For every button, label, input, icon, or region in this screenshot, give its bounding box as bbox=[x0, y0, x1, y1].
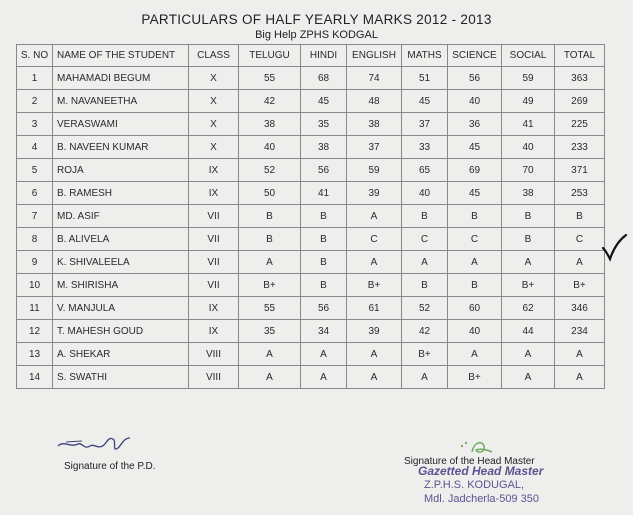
cell-total: 363 bbox=[555, 67, 605, 90]
cell-hindi: 35 bbox=[301, 113, 347, 136]
cell-social: 62 bbox=[502, 297, 555, 320]
cell-hindi: B bbox=[301, 251, 347, 274]
cell-maths: 45 bbox=[402, 90, 448, 113]
table-row bbox=[17, 297, 605, 320]
table-row bbox=[17, 343, 605, 366]
cell-maths: B bbox=[402, 205, 448, 228]
cell-english: A bbox=[347, 343, 402, 366]
cell-english: 74 bbox=[347, 67, 402, 90]
school-name: Big Help ZPHS KODGAL bbox=[255, 29, 378, 41]
cell-class: IX bbox=[189, 320, 239, 343]
cell-name: MD. ASIF bbox=[53, 205, 189, 228]
cell-social: 44 bbox=[502, 320, 555, 343]
cell-english: 48 bbox=[347, 90, 402, 113]
cell-name: S. SWATHI bbox=[53, 366, 189, 389]
cell-science: B bbox=[448, 274, 502, 297]
col-header-science: SCIENCE bbox=[448, 45, 502, 67]
cell-class: VIII bbox=[189, 366, 239, 389]
cell-science: 40 bbox=[448, 90, 502, 113]
table-row bbox=[17, 113, 605, 136]
cell-total: 234 bbox=[555, 320, 605, 343]
cell-telugu: 55 bbox=[239, 297, 301, 320]
cell-sno: 14 bbox=[17, 366, 53, 389]
cell-sno: 3 bbox=[17, 113, 53, 136]
cell-name: A. SHEKAR bbox=[53, 343, 189, 366]
cell-total: 253 bbox=[555, 182, 605, 205]
cell-hindi: A bbox=[301, 366, 347, 389]
col-header-telugu: TELUGU bbox=[239, 45, 301, 67]
cell-class: X bbox=[189, 136, 239, 159]
cell-science: A bbox=[448, 251, 502, 274]
cell-science: 36 bbox=[448, 113, 502, 136]
cell-hindi: 68 bbox=[301, 67, 347, 90]
cell-english: 61 bbox=[347, 297, 402, 320]
cell-maths: 33 bbox=[402, 136, 448, 159]
cell-social: A bbox=[502, 343, 555, 366]
table-row bbox=[17, 366, 605, 389]
cell-hindi: 34 bbox=[301, 320, 347, 343]
cell-social: A bbox=[502, 366, 555, 389]
cell-class: VII bbox=[189, 228, 239, 251]
cell-english: 37 bbox=[347, 136, 402, 159]
cell-sno: 13 bbox=[17, 343, 53, 366]
cell-class: X bbox=[189, 113, 239, 136]
cell-telugu: B bbox=[239, 205, 301, 228]
cell-hindi: 45 bbox=[301, 90, 347, 113]
cell-telugu: B bbox=[239, 228, 301, 251]
cell-science: 40 bbox=[448, 320, 502, 343]
cell-telugu: 52 bbox=[239, 159, 301, 182]
cell-name: B. ALIVELA bbox=[53, 228, 189, 251]
cell-total: 346 bbox=[555, 297, 605, 320]
col-header-english: ENGLISH bbox=[347, 45, 402, 67]
cell-social: 41 bbox=[502, 113, 555, 136]
cell-class: IX bbox=[189, 159, 239, 182]
cell-sno: 11 bbox=[17, 297, 53, 320]
cell-telugu: A bbox=[239, 251, 301, 274]
cell-class: VII bbox=[189, 251, 239, 274]
cell-class: IX bbox=[189, 182, 239, 205]
cell-english: B+ bbox=[347, 274, 402, 297]
col-header-total: TOTAL bbox=[555, 45, 605, 67]
cell-maths: 52 bbox=[402, 297, 448, 320]
cell-science: 45 bbox=[448, 182, 502, 205]
cell-maths: 65 bbox=[402, 159, 448, 182]
cell-sno: 8 bbox=[17, 228, 53, 251]
cell-social: 59 bbox=[502, 67, 555, 90]
cell-name: M. SHIRISHA bbox=[53, 274, 189, 297]
official-stamp bbox=[418, 464, 578, 506]
cell-english: C bbox=[347, 228, 402, 251]
table-row bbox=[17, 136, 605, 159]
table-row bbox=[17, 90, 605, 113]
pd-signature bbox=[52, 430, 152, 460]
cell-maths: 40 bbox=[402, 182, 448, 205]
cell-class: VII bbox=[189, 205, 239, 228]
cell-name: K. SHIVALEELA bbox=[53, 251, 189, 274]
cell-telugu: 50 bbox=[239, 182, 301, 205]
cell-total: C bbox=[555, 228, 605, 251]
cell-total: 233 bbox=[555, 136, 605, 159]
head-master-signature bbox=[456, 438, 496, 456]
cell-maths: B+ bbox=[402, 343, 448, 366]
table-row bbox=[17, 274, 605, 297]
col-header-class: CLASS bbox=[189, 45, 239, 67]
cell-total: 269 bbox=[555, 90, 605, 113]
cell-hindi: 56 bbox=[301, 159, 347, 182]
cell-social: 38 bbox=[502, 182, 555, 205]
cell-name: B. RAMESH bbox=[53, 182, 189, 205]
cell-english: 38 bbox=[347, 113, 402, 136]
cell-telugu: 42 bbox=[239, 90, 301, 113]
cell-name: M. NAVANEETHA bbox=[53, 90, 189, 113]
col-header-hindi: HINDI bbox=[301, 45, 347, 67]
cell-hindi: 38 bbox=[301, 136, 347, 159]
table-row bbox=[17, 205, 605, 228]
cell-total: A bbox=[555, 366, 605, 389]
table-body bbox=[17, 67, 605, 389]
cell-total: B bbox=[555, 205, 605, 228]
stamp-address: Mdl. Jadcherla-509 350 bbox=[424, 493, 539, 505]
table-row bbox=[17, 67, 605, 90]
cell-class: IX bbox=[189, 297, 239, 320]
cell-sno: 9 bbox=[17, 251, 53, 274]
cell-sno: 7 bbox=[17, 205, 53, 228]
cell-maths: 42 bbox=[402, 320, 448, 343]
cell-sno: 5 bbox=[17, 159, 53, 182]
cell-maths: 37 bbox=[402, 113, 448, 136]
cell-science: B+ bbox=[448, 366, 502, 389]
cell-name: B. NAVEEN KUMAR bbox=[53, 136, 189, 159]
col-header-social: SOCIAL bbox=[502, 45, 555, 67]
cell-name: VERASWAMI bbox=[53, 113, 189, 136]
cell-hindi: B bbox=[301, 205, 347, 228]
cell-telugu: B+ bbox=[239, 274, 301, 297]
cell-name: ROJA bbox=[53, 159, 189, 182]
cell-name: V. MANJULA bbox=[53, 297, 189, 320]
cell-telugu: A bbox=[239, 343, 301, 366]
cell-maths: A bbox=[402, 366, 448, 389]
table-row bbox=[17, 159, 605, 182]
cell-class: X bbox=[189, 90, 239, 113]
cell-total: B+ bbox=[555, 274, 605, 297]
cell-total: 225 bbox=[555, 113, 605, 136]
cell-english: A bbox=[347, 205, 402, 228]
col-header-maths: MATHS bbox=[402, 45, 448, 67]
stamp-school: Z.P.H.S. KODUGAL, bbox=[424, 479, 525, 491]
pd-signature-label: Signature of the P.D. bbox=[64, 461, 156, 472]
cell-science: A bbox=[448, 343, 502, 366]
cell-total: 371 bbox=[555, 159, 605, 182]
table-row bbox=[17, 182, 605, 205]
cell-sno: 2 bbox=[17, 90, 53, 113]
cell-hindi: 41 bbox=[301, 182, 347, 205]
cell-telugu: 55 bbox=[239, 67, 301, 90]
cell-science: 60 bbox=[448, 297, 502, 320]
cell-sno: 1 bbox=[17, 67, 53, 90]
table-row bbox=[17, 251, 605, 274]
cell-class: VII bbox=[189, 274, 239, 297]
cell-name: T. MAHESH GOUD bbox=[53, 320, 189, 343]
stamp-designation: Gazetted Head Master bbox=[418, 464, 544, 478]
cell-maths: 51 bbox=[402, 67, 448, 90]
cell-name: MAHAMADI BEGUM bbox=[53, 67, 189, 90]
cell-english: 39 bbox=[347, 182, 402, 205]
cell-hindi: B bbox=[301, 274, 347, 297]
cell-sno: 4 bbox=[17, 136, 53, 159]
check-mark-icon bbox=[600, 232, 628, 262]
cell-social: A bbox=[502, 251, 555, 274]
cell-science: B bbox=[448, 205, 502, 228]
col-header-sno: S. NO bbox=[17, 45, 53, 67]
cell-social: B bbox=[502, 228, 555, 251]
cell-telugu: 38 bbox=[239, 113, 301, 136]
cell-science: 45 bbox=[448, 136, 502, 159]
cell-hindi: 56 bbox=[301, 297, 347, 320]
marks-table bbox=[16, 44, 605, 389]
cell-social: 70 bbox=[502, 159, 555, 182]
hm-signature-label: Signature of the Head Master bbox=[404, 456, 535, 467]
cell-telugu: 35 bbox=[239, 320, 301, 343]
cell-english: 39 bbox=[347, 320, 402, 343]
cell-sno: 6 bbox=[17, 182, 53, 205]
cell-english: A bbox=[347, 251, 402, 274]
cell-science: 69 bbox=[448, 159, 502, 182]
cell-telugu: 40 bbox=[239, 136, 301, 159]
cell-social: B+ bbox=[502, 274, 555, 297]
cell-total: A bbox=[555, 343, 605, 366]
cell-telugu: A bbox=[239, 366, 301, 389]
cell-science: C bbox=[448, 228, 502, 251]
cell-social: 40 bbox=[502, 136, 555, 159]
cell-english: 59 bbox=[347, 159, 402, 182]
cell-science: 56 bbox=[448, 67, 502, 90]
table-header-row bbox=[17, 45, 605, 67]
cell-english: A bbox=[347, 366, 402, 389]
cell-class: VIII bbox=[189, 343, 239, 366]
table-row bbox=[17, 320, 605, 343]
document-title: PARTICULARS OF HALF YEARLY MARKS 2012 - 2013 bbox=[141, 12, 492, 27]
table-row bbox=[17, 228, 605, 251]
col-header-name: NAME OF THE STUDENT bbox=[53, 45, 189, 67]
cell-maths: A bbox=[402, 251, 448, 274]
cell-sno: 10 bbox=[17, 274, 53, 297]
cell-total: A bbox=[555, 251, 605, 274]
cell-maths: C bbox=[402, 228, 448, 251]
cell-class: X bbox=[189, 67, 239, 90]
cell-hindi: B bbox=[301, 228, 347, 251]
cell-hindi: A bbox=[301, 343, 347, 366]
cell-maths: B bbox=[402, 274, 448, 297]
cell-social: 49 bbox=[502, 90, 555, 113]
cell-social: B bbox=[502, 205, 555, 228]
cell-sno: 12 bbox=[17, 320, 53, 343]
